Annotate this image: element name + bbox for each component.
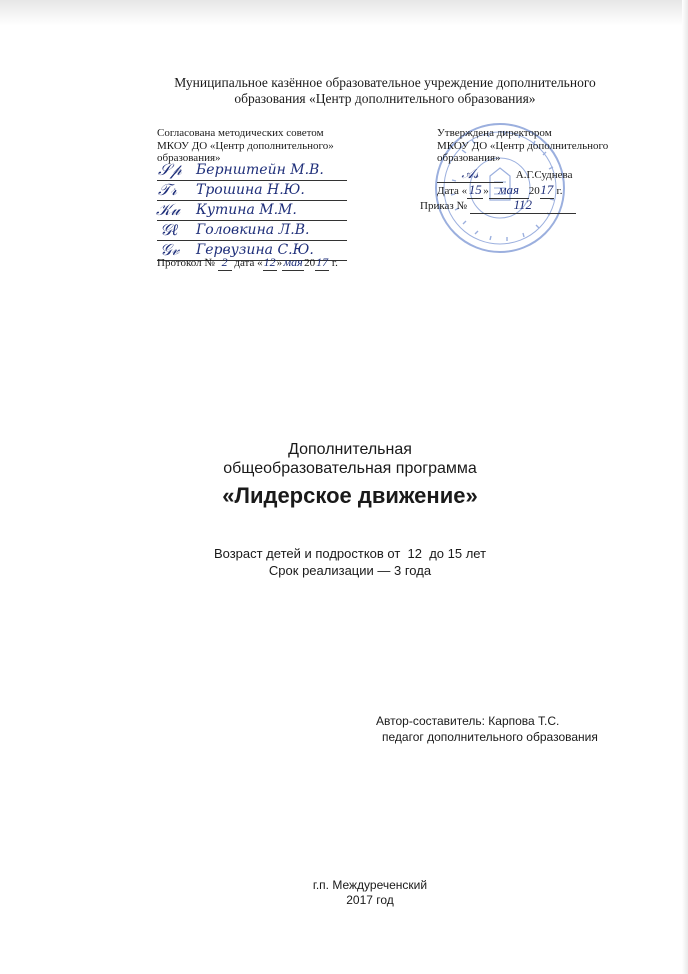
signature-name-1: Бернштейн М.В. xyxy=(196,162,324,178)
order-line xyxy=(420,197,576,214)
protocol-date-label: дата « xyxy=(234,257,263,269)
approval-date-year: 17 xyxy=(540,182,554,197)
signature-scribble-3: 𝒦𝓊 xyxy=(156,200,180,219)
footer xyxy=(250,878,490,908)
protocol-label: Протокол № xyxy=(157,257,215,269)
signature-scribble-5: 𝒢𝓋 xyxy=(160,240,180,259)
director-name: А.Г.Суднева xyxy=(515,169,573,181)
author-line-1: Автор-составитель: Карпова Т.С. xyxy=(376,714,560,728)
signature-name-2: Трошина Н.Ю. xyxy=(196,182,305,198)
approval-date-day: 15 xyxy=(468,182,482,197)
institution-header xyxy=(150,75,620,107)
footer-year: 2017 год xyxy=(346,893,394,907)
approval-right-block xyxy=(437,127,637,165)
order-number: 112 xyxy=(470,197,576,214)
approval-date-sep: » xyxy=(483,185,489,197)
scan-edge-right xyxy=(682,0,688,974)
title-line-3: «Лидерское движение» xyxy=(222,483,478,508)
protocol-date-suffix: г. xyxy=(331,257,338,269)
title-line-1: Дополнительная xyxy=(288,441,412,458)
scan-edge-top xyxy=(0,0,688,26)
protocol-date-year: 17 xyxy=(316,255,329,269)
signature-name-4: Головкина Л.В. xyxy=(196,222,310,238)
approval-left-line-2: МКОУ ДО «Центр дополнительного» xyxy=(157,139,334,152)
author-line-2: педагог дополнительного образования xyxy=(382,730,598,744)
header-line-2: образования «Центр дополнительного образования» xyxy=(234,91,536,106)
protocol-date-month: мая xyxy=(283,255,303,269)
protocol-number: 2 xyxy=(218,255,232,271)
duration: Срок реализации — 3 года xyxy=(268,563,432,578)
header-line-1: Муниципальное казённое образовательное учреждение дополнительного xyxy=(174,75,596,90)
approval-date-suffix: г. xyxy=(556,185,563,197)
protocol-line xyxy=(157,255,338,271)
protocol-date-sep: » xyxy=(276,257,283,269)
protocol-date-day: 12 xyxy=(263,255,276,269)
protocol-date-year-prefix: 20 xyxy=(304,257,316,269)
approval-right-line-3: образования» xyxy=(437,152,501,164)
approval-right-line-2: МКОУ ДО «Центр дополнительного xyxy=(437,139,609,152)
approval-left-block xyxy=(157,127,387,165)
program-info xyxy=(150,545,550,579)
approval-date-label: Дата « xyxy=(437,185,468,197)
approval-date-month: мая xyxy=(489,182,529,199)
approval-left-line-3: образования» xyxy=(157,152,221,164)
signature-scribble-1: 𝒮𝓅 xyxy=(158,160,182,179)
approval-date-year-prefix: 20 xyxy=(528,185,540,197)
program-title xyxy=(140,440,560,510)
approval-right-line-1: Утверждена директором xyxy=(437,127,552,139)
director-signature-line xyxy=(437,166,572,183)
order-label: Приказ № xyxy=(420,200,467,212)
signature-name-3: Кутина М.М. xyxy=(196,202,297,218)
director-signature-icon: 𝒜𝓈 xyxy=(437,166,503,183)
footer-city: г.п. Междуреченский xyxy=(312,878,428,892)
signature-scribble-2: 𝒯𝓇 xyxy=(158,180,177,199)
signature-name-5: Гервузина С.Ю. xyxy=(196,242,314,258)
approval-left-line-1: Согласована методических советом xyxy=(157,127,324,139)
title-line-2: общеобразовательная программа xyxy=(223,460,477,477)
age-range: Возраст детей и подростков от 12 до 15 лет xyxy=(213,546,487,561)
signature-scribble-4: 𝒢ℓ xyxy=(160,220,179,239)
author-block xyxy=(376,713,626,745)
